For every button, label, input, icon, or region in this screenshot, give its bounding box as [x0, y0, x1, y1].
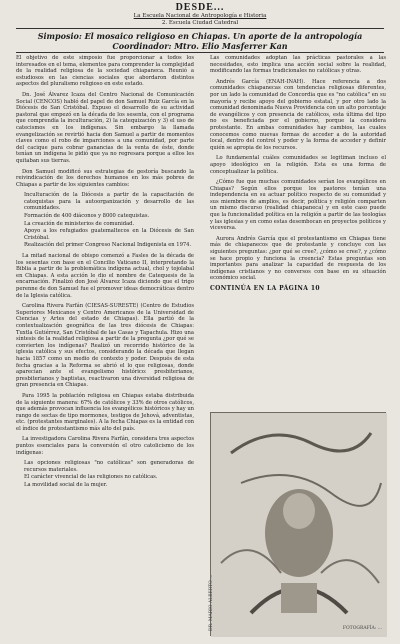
paragraph: La mitad nacional de obispo comenzó a Fasles de la década de los sesentas con base en el Concilio Vaticano II, interpretando la Biblia a partir de la problemática indígena actual, chol y tojolabal en Chiapas. A esta acción le dio el nombre de Catequesis de la encarnación. Finalizó don José Álvarez Icaza diciendo que el trigo perenne de don Samuel fue el promover ideas democráticas dentro de la Iglesia católica. — [16, 253, 194, 299]
list-item: Inculturación de la Diócesis a partir de la capacitación de catequistas para la autoorganización y desarrollo de las comunidades. — [24, 192, 194, 212]
paragraph: Aurora Andrés García que el protestantismo en Chiapas tiene más de chiapanecos que de protestante y concluye con las siguientes preguntas: ¿por qué se cree?, ¿cómo se cree?, y ¿cómo se hace propio y funciona la creencia? Estas preguntas son importantes para analizar la capacidad de respuesta de los indígenas cristianos y no conversos con base en su situación económico social. — [210, 235, 386, 282]
paragraph: El objetivo de este simposio fue proporcionar a todos los interesados en el tema, elementos para comprender la complejidad de la realidad religiosa de la sociedad chiapaneca. Reunió a estudiosos en las ciencias sociales que abordaron distintos aspectos del pluralismo religioso en este estado. — [16, 55, 194, 88]
headline-line-2: Coordinador: Mtro. Elio Masferrer Kan — [112, 41, 288, 51]
masthead-subtitle: La Escuela Nacional de Antropología e Historia — [133, 13, 267, 19]
list-item: Realización del primer Congreso Nacional Indigenista en 1974. — [24, 242, 192, 249]
headline-rule — [16, 52, 384, 53]
list-item: Formación de 400 diáconos y 8000 catequistas. — [24, 213, 150, 220]
article-photo — [210, 412, 386, 636]
list-item: Las opciones religiosas "no católicas" son generadoras de recursos materiales. — [24, 460, 194, 473]
paragraph: Para 1995 la población religiosa en Chiapas estaba distribuida de la siguiente manera: 67% de católicos y 33% de otros católicos, que además provocan influencia los evangélicos históricos y hay un rango de sectas de tipo mormones, testigos de Jehová, adventistas, etc. (protestantes marginales). A la fecha Chiapas es la entidad con el índice de protestantismo más alto del país. — [16, 392, 194, 432]
right-column — [210, 55, 386, 293]
paragraph: Las comunidades adoptan las prácticas pastorales a las necesidades, esto implica una acción social sobre la realidad, modificando las formas tradicionales no católicas y otras. — [210, 55, 386, 75]
photo-credit-left: DR. MARIO ALBERTO ... — [209, 574, 214, 631]
bullet-list — [16, 192, 194, 249]
masthead-title: DESDE... — [175, 2, 225, 13]
list-item: Apoyo a los refugiados guatemaltecos en la Diócesis de San Cristóbal. — [24, 228, 194, 241]
list-item: La movilidad social de la mujer. — [24, 482, 108, 489]
headline-line-1: Simposio: El mosaico religioso en Chiapas. Un aporte de la antropología — [37, 31, 363, 41]
list-item: La creación de ministerios de comunidad. — [24, 220, 135, 227]
paragraph: ¿Cómo fue que muchas comunidades serían los evangélicos en Chiapas? Según ellos porque los pastores tenían una independencia en su actuar político respecto de su comunidad y sus miembros de amplios, es decir, política y religión comparten un mismo discurso (realidad chiapaneca) y en este caso puede que la funcionalidad política en la religión a partir de las teologías y las iglesias y en como estas desembocan en proyectos políticos y viceversa. — [210, 179, 386, 232]
photo-credit-right: FOTOGRAFÍA: ... — [342, 626, 382, 631]
paragraph: Don Samuel modificó sus estrategias de gestoría buscando la reivindicación de los derechos humanos en los más pobres de Chiapas a partir de los siguientes cambios: — [16, 168, 194, 188]
paragraph: Carolina Rivera Farfán (CIESAS-SURESTE) (Centro de Estudios Superiores Mexicanos y Centro Americanos de la Universidad de Ciencias y Artes del estado de Chiapas). Ella partió de la contextualización geográfica de las tres diócesis de Chiapas: Tuxtla Gutiérrez, San Cristóbal de las Casas y Tapachula. Hizo una síntesis de la realidad religiosa a partir de la pregunta ¿por qué se convierten los indígenas? Realizó un recorrido histórico de la iglesia católica y sus efectos, considerando la década que llegan hacia 1857 como un medio de contexto y poder. Después de esta fecha gracias a la Reforma se abrió el lo que religiosas, donde aparecían ante el evangelismo histórico: presbiterianos, presbiterianos y baptistas, reactivaron una diversidad religiosa de gran presencia en Chiapas. — [16, 303, 194, 389]
paragraph: Dn. José Álvarez Icaza del Centro Nacional de Comunicación Social (CENCOS) habló del papel de don Samuel Ruiz García en la Diócesis de San Cristóbal. Expuso el desarrollo de su actividad pastoral que empezó en la década de los sesenta, con el programa que comprendía la inculturación, 2) la catequización y 3) el uso de catecismos en los indígenas. Sin embargo la llamada evangelización se revirtió hacia don Samuel a partir de momentos claves como el robo de imparciones a una comunidad, por parte del cacique para cobrar ganancias de la venta de éste, donde tenían un indígena le pidió que ya no regresara porque a ellos les quitaban sus tierras. — [16, 91, 194, 164]
masthead-subtitle-2: 2. Escuela Ciudad Catedral — [161, 20, 239, 26]
masthead — [0, 2, 400, 27]
paragraph: Andrés García (ENAH-INAH). Hace referencia a dos comunidades chiapanecas con tendencias religiosas diferentes, por un lado la comunidad de Concordia que es "no católica" en su mayoría y recibe apoyo del gobierno estatal, y por otro lado la comunidad denominada Nueva Providencia con un alto porcentaje de evangélicos y con presencia de católicos, esta última del tipo no es beneficiada por el gobierno, porque la considera protestante. En ambas comunidades hay cambios, las cuales conocemos como nuevas formas de acceder a de la autoridad local, dentro del control y poder y la forma de acceder y definir quién se apropia de los recursos. — [210, 78, 386, 151]
continued-on-page: CONTINÚA EN LA PÁGINA 10 — [210, 285, 320, 292]
list-item: El carácter vivencial de las religiones no católicas. — [24, 474, 158, 481]
left-column — [16, 55, 194, 493]
paragraph: La investigadora Carolina Rivera Farfán, considera tres aspectos puntos esenciales para la conversión el otro catolicismo de los indígenas: — [16, 436, 194, 456]
article-headline — [30, 31, 370, 51]
top-rule — [16, 28, 384, 29]
bullet-list — [16, 460, 194, 488]
paragraph: Lo fundamental cuáles comunidades se legitiman incluso el apoyo ideológico en la religión. Esta es una forma de conceptualizar la política. — [210, 155, 386, 175]
photo-illustration — [211, 413, 387, 637]
